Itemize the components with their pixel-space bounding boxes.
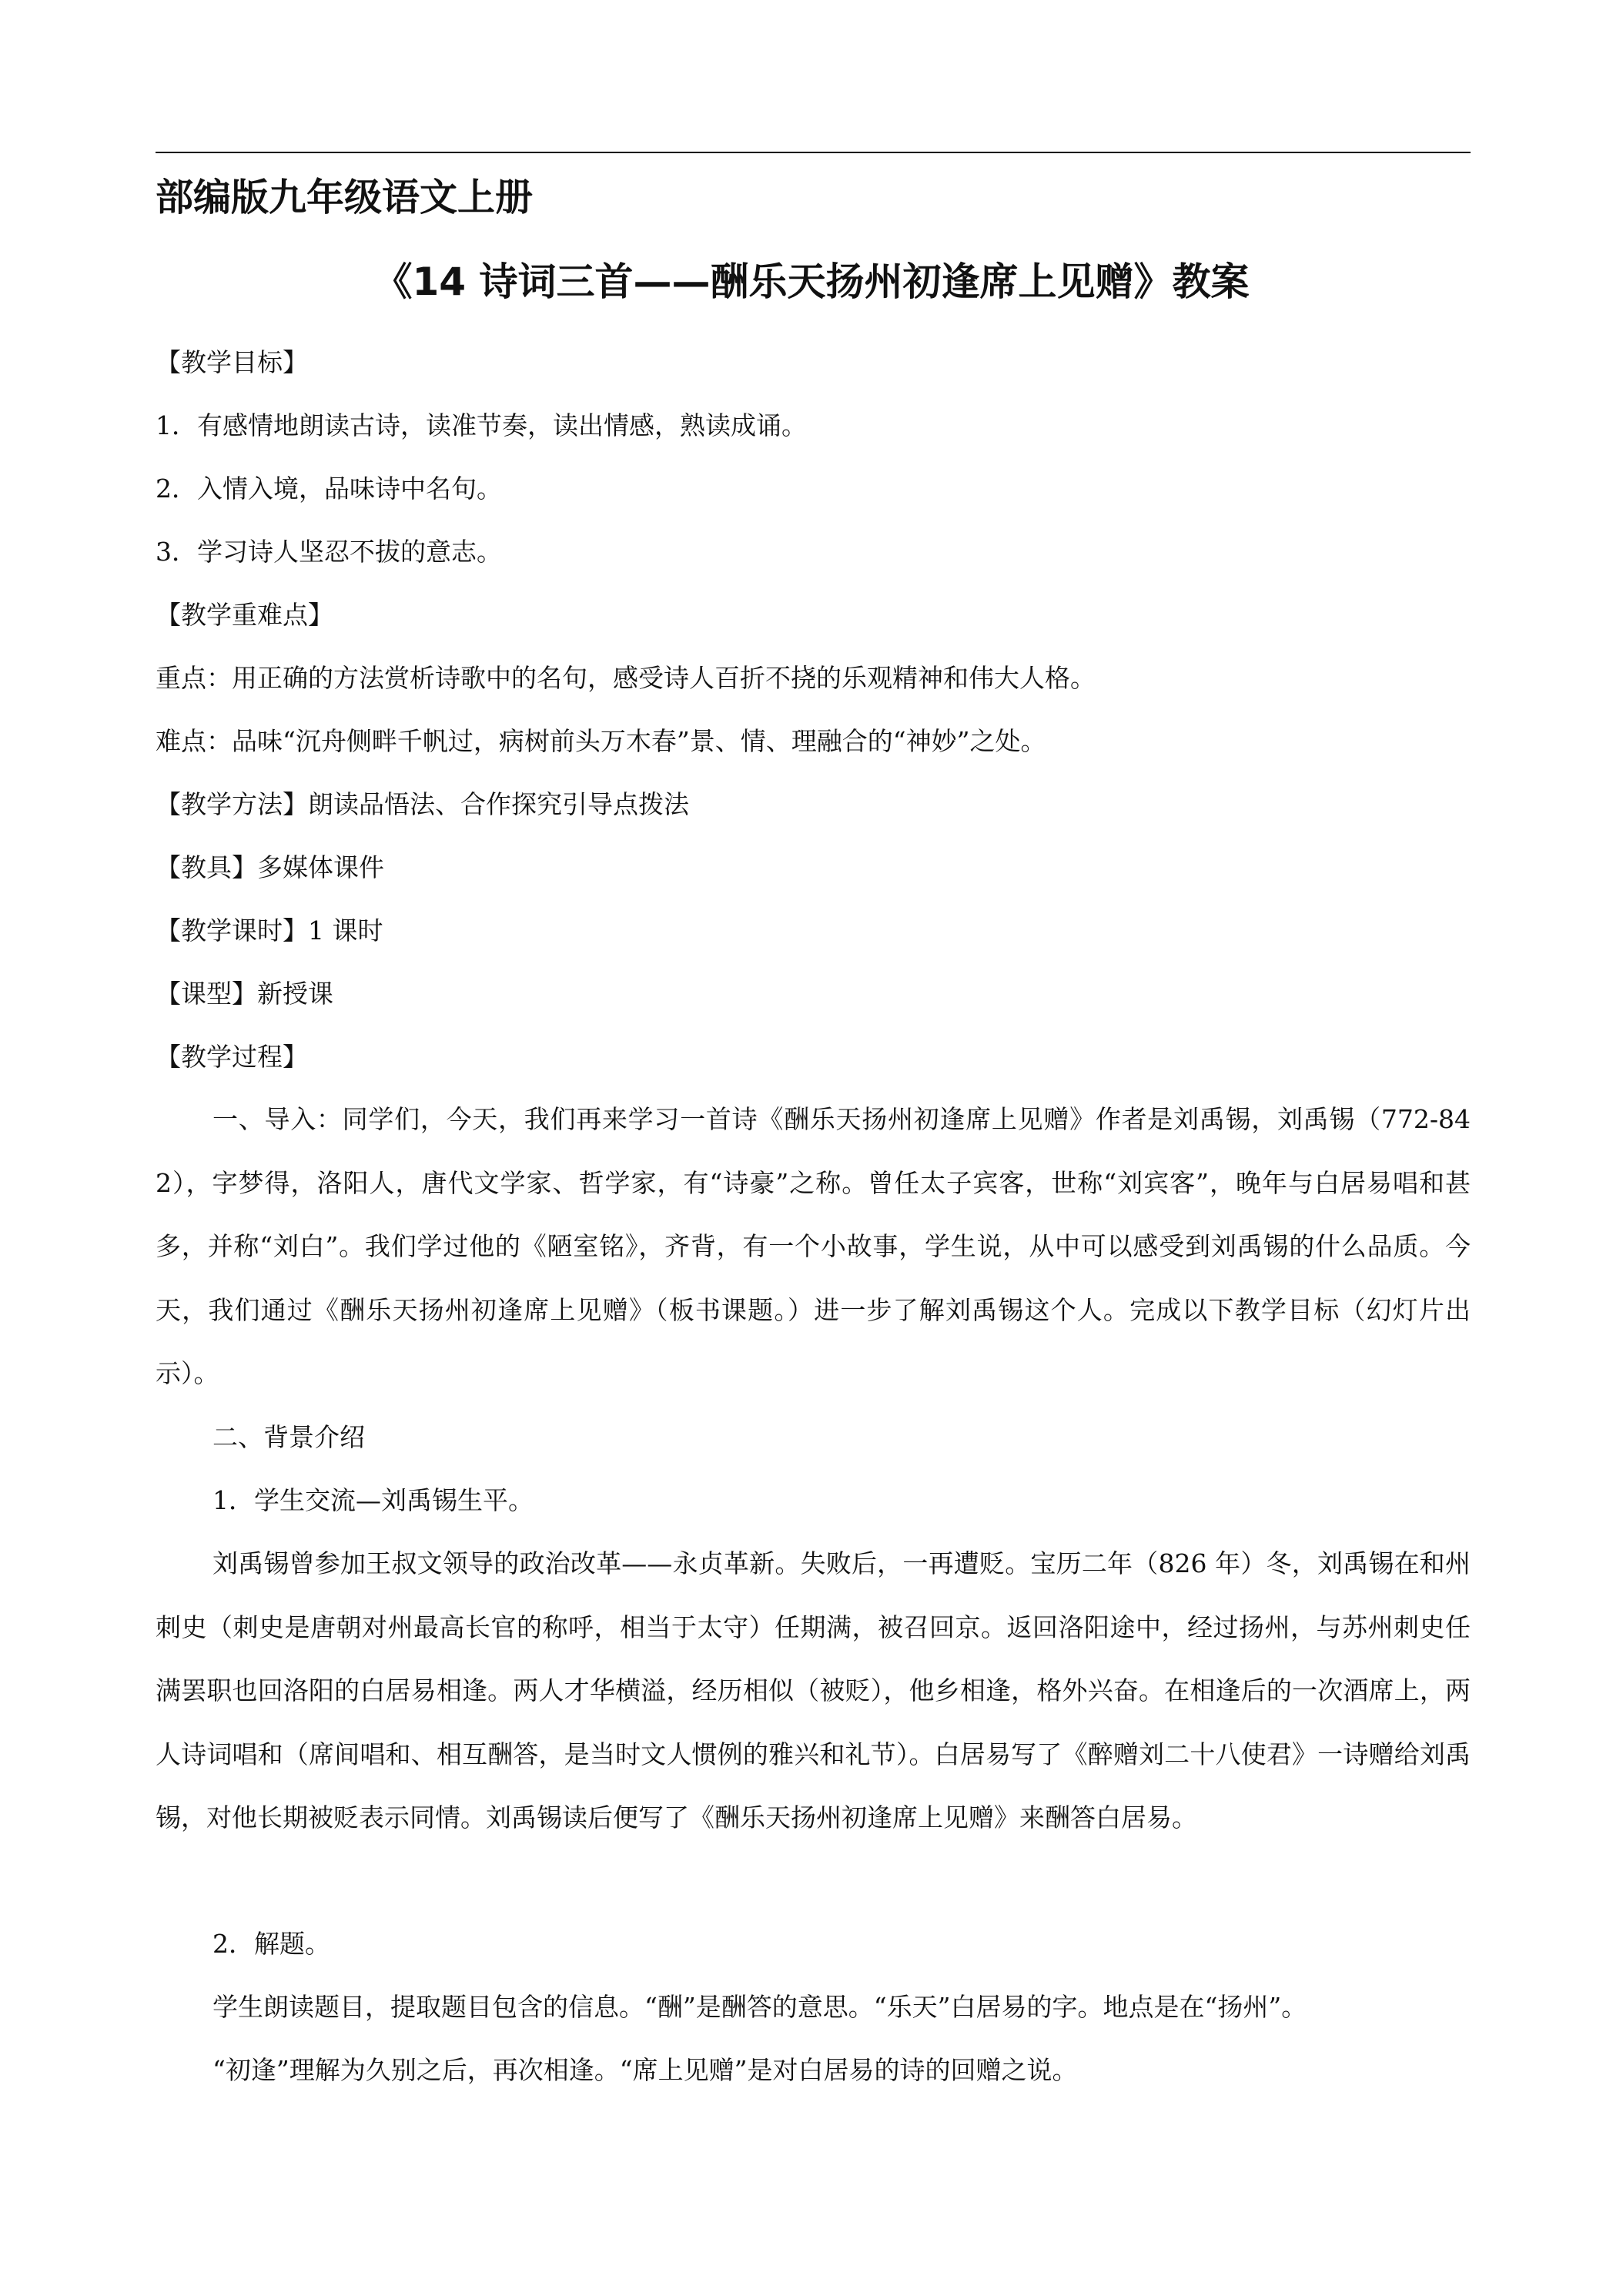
objective-item: 2．入情入境，品味诗中名句。 — [156, 474, 502, 504]
objectives-heading: 【教学目标】 — [156, 347, 308, 377]
step-2-heading: 2．解题。 — [212, 1929, 330, 1959]
hours-text: 【教学课时】1 课时 — [156, 915, 383, 946]
process-heading: 【教学过程】 — [156, 1042, 308, 1072]
intro-paragraph: 一、导入：同学们，今天，我们再来学习一首诗《酬乐天扬州初逢席上见赠》作者是刘禹锡，刘禹锡（772-842），字梦得，洛阳人，唐代文学家、哲学家，有“诗豪”之称。曾任太子宾客，世称“刘宾客”，晚年与白居易唱和甚多，并称“刘白”。我们学过他的《陋室铭》，齐背，有一个小故事，学生说，从中可以感受到刘禹锡的什么品质。今天，我们通过《酬乐天扬州初逢席上见赠》（板书课题。）进一步了解刘禹锡这个人。完成以下教学目标（幻灯片出示）。 — [156, 1104, 1471, 1388]
series-title: 部编版九年级语文上册 — [156, 176, 534, 219]
methods-text: 【教学方法】朗读品悟法、合作探究引导点拨法 — [156, 789, 689, 819]
lesson-title: 《14 诗词三首——酬乐天扬州初逢席上见赠》教案 — [373, 259, 1250, 304]
background-heading: 二、背景介绍 — [212, 1422, 365, 1452]
key-point-text: 重点：用正确的方法赏析诗歌中的名句，感受诗人百折不挠的乐观精神和伟大人格。 — [156, 663, 1096, 693]
explain-line: 学生朗读题目，提取题目包含的信息。“酬”是酬答的意思。“乐天”白居易的字。地点是在“扬州”。 — [212, 1992, 1307, 2022]
objective-item: 3．学习诗人坚忍不拔的意志。 — [156, 537, 502, 567]
objective-item: 1．有感情地朗读古诗，读准节奏，读出情感，熟读成诵。 — [156, 410, 807, 440]
explain-line: “初逢”理解为久别之后，再次相逢。“席上见赠”是对白居易的诗的回赠之说。 — [212, 2055, 1078, 2085]
header-rule — [156, 152, 1471, 153]
key-points-heading: 【教学重难点】 — [156, 600, 333, 630]
step-1-heading: 1．学生交流—刘禹锡生平。 — [212, 1485, 534, 1515]
lesson-type-text: 【课型】新授课 — [156, 979, 333, 1009]
biography-paragraph: 刘禹锡曾参加王叔文领导的政治改革——永贞革新。失败后，一再遭贬。宝历二年（826 年）冬，刘禹锡在和州刺史（刺史是唐朝对州最高长官的称呼，相当于太守）任期满，被召回京。返回洛阳途中，经过扬州，与苏州刺史任满罢职也回洛阳的白居易相逢。两人才华横溢，经历相似（被贬），他乡相逢，格外兴奋。在相逢后的一次酒席上，两人诗词唱和（席间唱和、相互酬答，是当时文人惯例的雅兴和礼节）。白居易写了《醉赠刘二十八使君》一诗赠给刘禹锡，对他长期被贬表示同情。刘禹锡读后便写了《酬乐天扬州初逢席上见赠》来酬答白居易。 — [156, 1548, 1471, 1832]
tools-text: 【教具】多媒体课件 — [156, 852, 384, 882]
difficulty-text: 难点：品味“沉舟侧畔千帆过，病树前头万木春”景、情、理融合的“神妙”之处。 — [156, 726, 1046, 756]
